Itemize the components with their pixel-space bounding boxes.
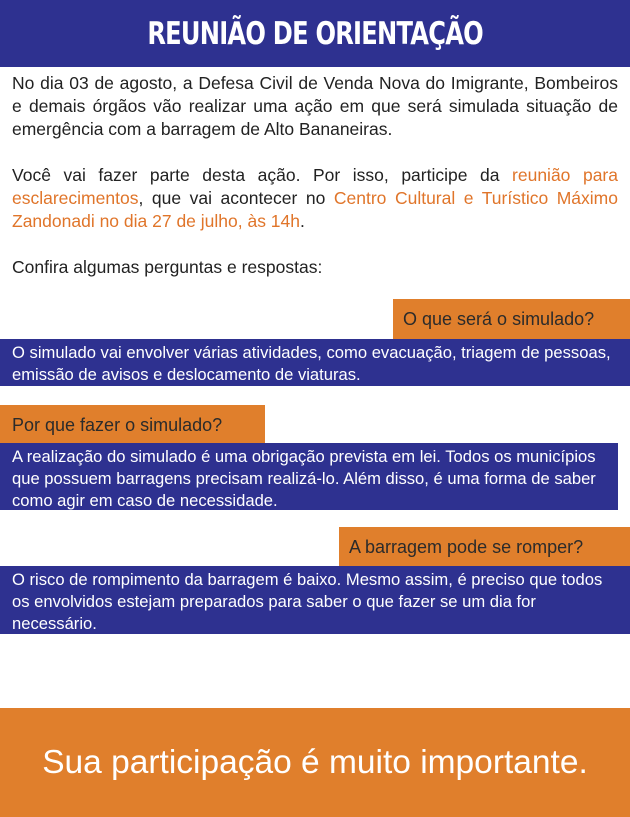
location-date-highlight: Centro Cultural e Turístico Máximo Zandonadi no dia 27 de julho, às 14h — [12, 188, 618, 231]
intro-paragraph-1: No dia 03 de agosto, a Defesa Civil de Venda Nova do Imigrante, Bombeiros e demais órgãos vão realizar uma ação em que será simulada situação de emergência com a barragem de Alto Bananeiras. — [12, 73, 618, 139]
faq-answer-2: A realização do simulado é uma obrigação prevista em lei. Todos os municípios que possuem barragens precisam realizá-lo. Além disso, é uma forma de saber como agir em caso de necessidade. — [0, 443, 618, 510]
intro-p2-middle: , que vai acontecer no — [138, 188, 334, 208]
faq-question-3: A barragem pode se romper? — [339, 527, 630, 567]
faq-question-1: O que será o simulado? — [393, 299, 630, 339]
faq-answer-1: O simulado vai envolver várias atividades, como evacuação, triagem de pessoas, emissão de avisos e deslocamento de viaturas. — [0, 339, 630, 386]
footer-message: Sua participação é muito importante. — [42, 743, 588, 781]
intro-p2-after: . — [300, 211, 305, 231]
page-title: REUNIÃO DE ORIENTAÇÃO — [147, 15, 483, 52]
faq-question-2: Por que fazer o simulado? — [0, 405, 265, 445]
meeting-highlight: reunião para esclarecimentos — [12, 165, 618, 208]
faq-answer-3: O risco de rompimento da barragem é baixo. Mesmo assim, é preciso que todos os envolvidos estejam preparados para saber o que fazer se um dia for necessário. — [0, 566, 630, 634]
intro-p2-before: Você vai fazer parte desta ação. Por isso, participe da — [12, 165, 513, 185]
header-banner — [0, 0, 630, 67]
intro-text — [12, 72, 618, 302]
intro-paragraph-2 — [12, 164, 618, 233]
intro-paragraph-3: Confira algumas perguntas e respostas: — [12, 257, 323, 277]
footer-banner — [0, 708, 630, 817]
